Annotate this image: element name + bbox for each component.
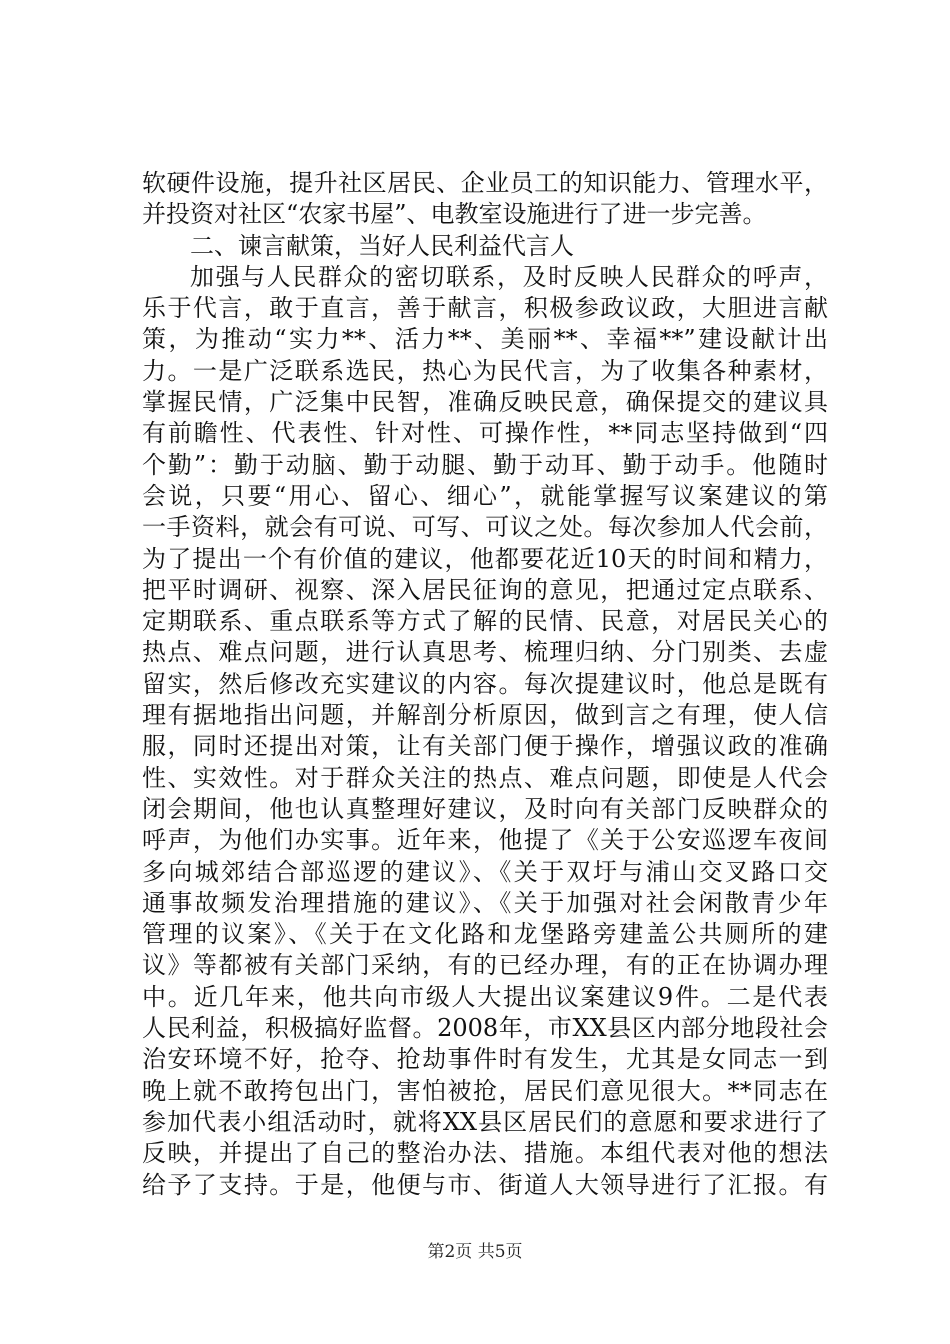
page-footer (0, 1241, 950, 1263)
text-line-24: 通事故频发治理措施的建议》、《关于加强对社会闲散青少年 (142, 888, 828, 917)
text-line-31: 参加代表小组活动时，就将XX县区居民们的意愿和要求进行了 (142, 1107, 828, 1136)
text-line-14: 把平时调研、视察、深入居民征询的意见，把通过定点联系、 (142, 575, 828, 604)
text-line-12: 一手资料，就会有可说、可写、可议之处。每次参加人代会前， (142, 513, 828, 542)
text-line-2: 并投资对社区“农家书屋”、电教室设施进行了进一步完善。 (142, 200, 767, 229)
document-body (142, 168, 828, 1201)
text-line-10: 个勤”：勤于动脑、勤于动腿、勤于动耳、勤于动手。他随时 (142, 450, 828, 479)
text-line-26: 议》等都被有关部门采纳，有的已经办理，有的正在协调办理 (142, 951, 828, 980)
text-line-27: 中。近几年来，他共向市级人大提出议案建议9件。二是代表 (142, 982, 828, 1011)
text-line-17: 留实，然后修改充实建议的内容。每次提建议时，他总是既有 (142, 669, 828, 698)
text-line-33: 给予了支持。于是，他便与市、街道人大领导进行了汇报。有 (142, 1170, 828, 1199)
text-line-30: 晚上就不敢挎包出门，害怕被抢，居民们意见很大。**同志在 (142, 1076, 828, 1105)
text-line-9: 有前瞻性、代表性、针对性、可操作性，**同志坚持做到“四 (142, 419, 828, 448)
text-line-4: 加强与人民群众的密切联系，及时反映人民群众的呼声， (190, 262, 828, 291)
text-line-22: 呼声，为他们办实事。近年来，他提了《关于公安巡逻车夜间 (142, 826, 828, 855)
text-line-8: 掌握民情，广泛集中民智，准确反映民意，确保提交的建议具 (142, 388, 828, 417)
text-line-15: 定期联系、重点联系等方式了解的民情、民意，对居民关心的 (142, 607, 828, 636)
text-line-23: 多向城郊结合部巡逻的建议》、《关于双圩与浦山交叉路口交 (142, 857, 828, 886)
text-line-32: 反映，并提出了自己的整治办法、措施。本组代表对他的想法 (142, 1139, 828, 1168)
text-line-5: 乐于代言，敢于直言，善于献言，积极参政议政，大胆进言献 (142, 294, 828, 323)
text-line-19: 服，同时还提出对策，让有关部门便于操作，增强议政的准确 (142, 732, 828, 761)
text-line-28: 人民利益，积极搞好监督。2008年，市XX县区内部分地段社会 (142, 1014, 828, 1043)
text-line-20: 性、实效性。对于群众关注的热点、难点问题，即使是人代会 (142, 763, 828, 792)
text-line-13: 为了提出一个有价值的建议，他都要花近10天的时间和精力， (142, 544, 828, 573)
text-line-7: 力。一是广泛联系选民，热心为民代言，为了收集各种素材， (142, 356, 828, 385)
text-line-16: 热点、难点问题，进行认真思考、梳理归纳、分门别类、去虚 (142, 638, 828, 667)
text-line-6: 策，为推动“实力**、活力**、美丽**、幸福**”建设献计出 (142, 325, 828, 354)
text-line-11: 会说，只要“用心、留心、细心”，就能掌握写议案建议的第 (142, 481, 828, 510)
page-number-label: 第2页 共5页 (427, 1242, 523, 1262)
text-line-21: 闭会期间，他也认真整理好建议，及时向有关部门反映群众的 (142, 794, 828, 823)
text-line-18: 理有据地指出问题，并解剖分析原因，做到言之有理，使人信 (142, 701, 828, 730)
section-heading: 二、谏言献策，当好人民利益代言人 (190, 231, 574, 260)
text-line-29: 治安环境不好，抢夺、抢劫事件时有发生，尤其是女同志一到 (142, 1045, 828, 1074)
text-line-1: 软硬件设施，提升社区居民、企业员工的知识能力、管理水平， (142, 169, 828, 197)
text-line-25: 管理的议案》、《关于在文化路和龙堡路旁建盖公共厕所的建 (142, 920, 828, 949)
